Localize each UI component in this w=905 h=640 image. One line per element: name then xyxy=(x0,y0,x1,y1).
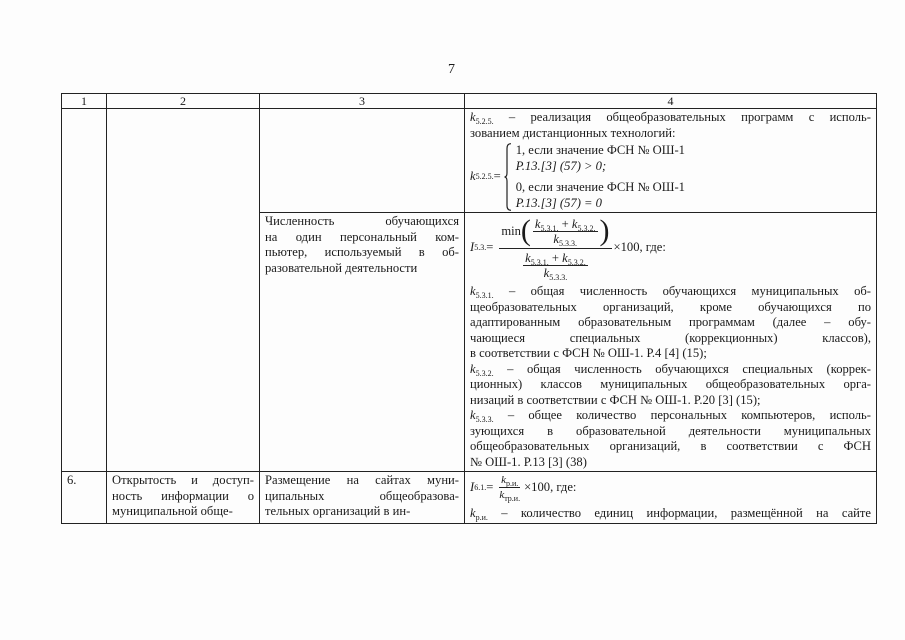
case-2-line-b: P.13.[3] (57) = 0 xyxy=(515,195,602,210)
cell-k525-definition xyxy=(465,109,877,213)
table-row xyxy=(62,109,877,213)
left-brace-icon xyxy=(504,143,512,211)
cell-num-6: 6. xyxy=(62,472,107,524)
table-header-row xyxy=(62,94,877,109)
cell-indicator-6-1: Размещение на сайтах муни- ципальных общеобразова- тельных организаций в ин- xyxy=(260,472,465,524)
main-fraction: min ( $\frac{k_{5.3.1.} + k_{5.3.2.}}{k_{5.3.3.}}$ ) $\frac{k_{5.3.1.} + k_{5.3.2.}}{k_{5.3.3.}}$ xyxy=(501,214,610,282)
formula-i61: I 6.1. = $\frac{k_{р.и.}}{k_{тр.и.}}$ ×100 , где: xyxy=(470,474,577,503)
cell-criterion-6: Открытость и доступ- ность информации о муниципальной обще- xyxy=(107,472,260,524)
k525-line-2: зованием дистанционных технологий: xyxy=(470,125,676,140)
column-number-2: 2 xyxy=(107,94,260,109)
table-row xyxy=(62,472,877,524)
cell-indicator-5-3: Численность обучающихся на один персональный ком- пьютер, используемый в об- разовательной деятельности xyxy=(260,213,465,472)
page-number: 7 xyxy=(448,62,455,77)
cell-indicator-empty xyxy=(260,109,465,213)
cell-num-continued xyxy=(62,109,107,472)
k525-piecewise-formula: k 5.2.5. = 1, если значение ФСН № ОШ-1 P.13.[3] (57) > 0; 0, если значение ФСН № ОШ-1 P.13.[3] (57) = 0 xyxy=(470,143,685,210)
case-1-line-a: 1, если значение ФСН № ОШ-1 xyxy=(515,143,685,157)
definition-k532: $k_{5.3.2.}$ – общая численность обучающихся специальных (коррек- ционных) классов муниципальных общеобразовательных орга- низаций в соответствии с ФСН № ОШ-1. Р.20 [3] (15); xyxy=(470,361,871,407)
case-1-line-b: P.13.[3] (57) > 0; xyxy=(515,158,607,173)
column-number-4: 4 xyxy=(465,94,877,109)
k525-line-1: $k_{5.2.5.}$ – реализация общеобразовательных программ с исполь- xyxy=(470,110,871,126)
definition-k531: $k_{5.3.1.}$ – общая численность обучающихся муниципальных об- щеобразовательных организаций, кроме обучающихся по адаптированным образовательным программам (далее – обу- чающиеся специальных (коррекционных) классов), в соответствии с ФСН № ОШ-1. Р.4 [4] (15); xyxy=(470,284,871,360)
formula-i53: I 5.3. = min ( $\frac{k_{5.3.1.} + k_{5.3.2.}}{k_{5.3.3.}}$ ) $\frac{k_{5.3.1.} + k_{5.3.2.}}{k_{5.3.3.}}$ ×100 , где: xyxy=(470,214,666,282)
cell-criterion-continued xyxy=(107,109,260,472)
definition-k533: $k_{5.3.3.}$ – общее количество персональных компьютеров, исполь- зующихся в образовательной деятельности муниципальных общеобразовательных организаций, в соответствии с ФСН № ОШ-1. Р.13 [3] (38) xyxy=(470,408,871,469)
definition-k-ri: $k_{р.и.}$ – количество единиц информации, размещённой на сайте xyxy=(470,506,871,522)
column-number-1: 1 xyxy=(62,94,107,109)
cell-formula-5-3 xyxy=(465,213,877,472)
cell-formula-6-1 xyxy=(465,472,877,524)
column-number-3: 3 xyxy=(260,94,465,109)
criteria-table xyxy=(61,93,877,524)
case-2-line-a: 0, если значение ФСН № ОШ-1 xyxy=(515,180,685,194)
